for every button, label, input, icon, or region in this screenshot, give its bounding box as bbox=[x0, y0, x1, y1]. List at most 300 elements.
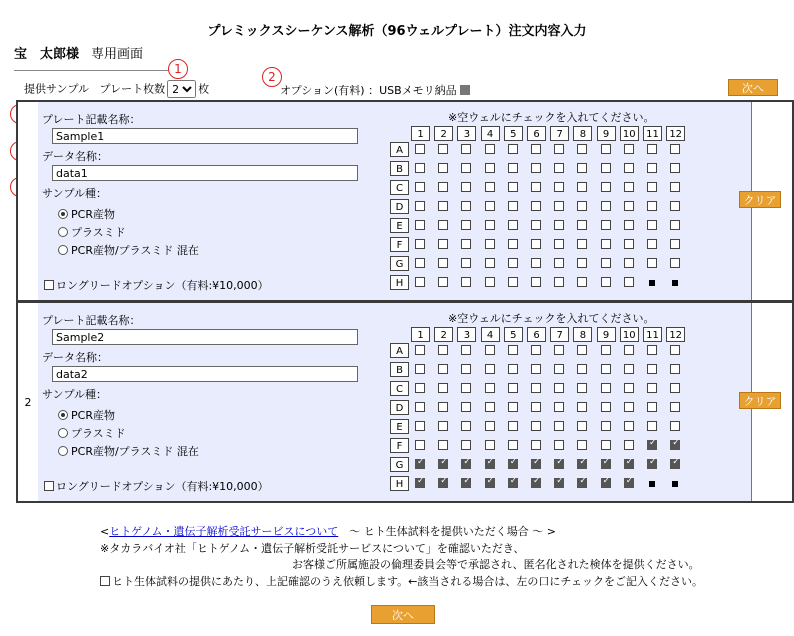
well-checkbox[interactable] bbox=[670, 421, 680, 431]
well-checkbox[interactable] bbox=[601, 459, 611, 469]
row-button[interactable]: E bbox=[390, 218, 409, 233]
well-checkbox[interactable] bbox=[554, 402, 564, 412]
well-checkbox[interactable] bbox=[554, 478, 564, 488]
well-checkbox[interactable] bbox=[624, 364, 634, 374]
radio-plasmid[interactable] bbox=[58, 425, 126, 441]
well-checkbox[interactable] bbox=[554, 163, 564, 173]
usb-option-checkbox[interactable] bbox=[460, 85, 470, 95]
well-checkbox[interactable] bbox=[531, 345, 541, 355]
well-checkbox[interactable] bbox=[461, 459, 471, 469]
well-checkbox[interactable] bbox=[624, 459, 634, 469]
well-checkbox[interactable] bbox=[577, 364, 587, 374]
plate-panel bbox=[38, 303, 752, 501]
well-checkbox[interactable] bbox=[438, 201, 448, 211]
column-button[interactable]: 2 bbox=[434, 126, 453, 141]
radio-dot bbox=[58, 428, 68, 438]
radio-pcr-label: PCR産物 bbox=[71, 409, 115, 422]
column-button[interactable]: 12 bbox=[666, 327, 685, 342]
human-genome-service-link[interactable]: ヒトゲノム・遺伝子解析受託サービスについて bbox=[109, 525, 339, 538]
well-checkbox[interactable] bbox=[461, 201, 471, 211]
well-checkbox[interactable] bbox=[670, 201, 680, 211]
well-checkbox[interactable] bbox=[485, 459, 495, 469]
column-button[interactable]: 4 bbox=[481, 327, 500, 342]
plate-count-label: プレート枚数 bbox=[99, 82, 166, 96]
well-checkbox[interactable] bbox=[438, 144, 448, 154]
well-checkbox[interactable] bbox=[485, 163, 495, 173]
well-checkbox[interactable] bbox=[531, 144, 541, 154]
well-checkbox[interactable] bbox=[647, 345, 657, 355]
data-name-input[interactable] bbox=[52, 165, 358, 181]
column-button[interactable]: 11 bbox=[643, 126, 662, 141]
column-button[interactable]: 12 bbox=[666, 126, 685, 141]
longread-option[interactable] bbox=[44, 277, 269, 293]
well-checkbox[interactable] bbox=[670, 220, 680, 230]
row-button[interactable]: H bbox=[390, 275, 409, 290]
column-button[interactable]: 11 bbox=[643, 327, 662, 342]
radio-dot bbox=[58, 446, 68, 456]
well-checkbox[interactable] bbox=[485, 144, 495, 154]
well-checkbox[interactable] bbox=[670, 364, 680, 374]
well-checkbox[interactable] bbox=[508, 220, 518, 230]
well-checkbox[interactable] bbox=[647, 383, 657, 393]
well-checkbox[interactable] bbox=[601, 163, 611, 173]
well-checkbox[interactable] bbox=[624, 144, 634, 154]
well-checkbox[interactable] bbox=[485, 182, 495, 192]
longread-checkbox[interactable] bbox=[44, 280, 54, 290]
well-checkbox[interactable] bbox=[485, 345, 495, 355]
well-checkbox[interactable] bbox=[438, 163, 448, 173]
well-checkbox[interactable] bbox=[624, 258, 634, 268]
page-title: プレミックスシーケンス解析（96ウェルプレート）注文内容入力 bbox=[207, 24, 587, 39]
well-checkbox[interactable] bbox=[647, 421, 657, 431]
well-checkbox[interactable] bbox=[577, 239, 587, 249]
radio-plasmid-label: プラスミド bbox=[71, 427, 126, 440]
well-checkbox[interactable] bbox=[438, 402, 448, 412]
data-name-label: データ名称： bbox=[42, 351, 108, 364]
well-checkbox[interactable] bbox=[624, 345, 634, 355]
well-checkbox[interactable] bbox=[508, 364, 518, 374]
well-checkbox[interactable] bbox=[415, 182, 425, 192]
longread-checkbox[interactable] bbox=[44, 481, 54, 491]
column-button[interactable]: 9 bbox=[597, 327, 616, 342]
well-checkbox[interactable] bbox=[554, 277, 564, 287]
row-button[interactable]: F bbox=[390, 237, 409, 252]
column-button[interactable]: 8 bbox=[573, 327, 592, 342]
well-checkbox[interactable] bbox=[601, 220, 611, 230]
column-button[interactable]: 7 bbox=[550, 126, 569, 141]
option-label: オプション(有料) ：USBメモリ納品 bbox=[280, 84, 457, 97]
well-filled bbox=[672, 280, 678, 286]
user-area: 専用画面 bbox=[91, 47, 144, 62]
well-checkbox[interactable] bbox=[554, 182, 564, 192]
row-button[interactable]: D bbox=[390, 400, 409, 415]
well-checkbox[interactable] bbox=[461, 402, 471, 412]
link-after: ～ ヒト生体試料を提供いただく場合 ～ > bbox=[338, 525, 556, 538]
well-checkbox[interactable] bbox=[508, 201, 518, 211]
well-checkbox[interactable] bbox=[577, 383, 587, 393]
well-checkbox[interactable] bbox=[461, 258, 471, 268]
well-checkbox[interactable] bbox=[438, 239, 448, 249]
well-checkbox[interactable] bbox=[461, 421, 471, 431]
well-checkbox[interactable] bbox=[647, 144, 657, 154]
data-name-label: データ名称： bbox=[42, 150, 108, 163]
column-button[interactable]: 10 bbox=[620, 327, 639, 342]
well-checkbox[interactable] bbox=[531, 201, 541, 211]
well-checkbox[interactable] bbox=[601, 440, 611, 450]
row-button[interactable]: A bbox=[390, 142, 409, 157]
well-checkbox[interactable] bbox=[601, 364, 611, 374]
well-checkbox[interactable] bbox=[647, 440, 657, 450]
well-checkbox[interactable] bbox=[508, 383, 518, 393]
empty-well-hint: ※空ウェルにチェックを入れてください。 bbox=[448, 312, 655, 325]
well-checkbox[interactable] bbox=[647, 163, 657, 173]
column-button[interactable]: 8 bbox=[573, 126, 592, 141]
next-button-bottom[interactable]: 次へ bbox=[371, 605, 435, 624]
well-checkbox[interactable] bbox=[670, 144, 680, 154]
marker-2: 2 bbox=[262, 67, 282, 87]
well-checkbox[interactable] bbox=[438, 383, 448, 393]
well-checkbox[interactable] bbox=[415, 277, 425, 287]
longread-label: ロングリードオプション（有料:¥10,000） bbox=[56, 279, 269, 292]
well-checkbox[interactable] bbox=[624, 478, 634, 488]
empty-well-hint: ※空ウェルにチェックを入れてください。 bbox=[448, 111, 655, 124]
well-checkbox[interactable] bbox=[554, 459, 564, 469]
well-checkbox[interactable] bbox=[415, 345, 425, 355]
well-checkbox[interactable] bbox=[670, 163, 680, 173]
column-button[interactable]: 6 bbox=[527, 126, 546, 141]
well-checkbox[interactable] bbox=[624, 239, 634, 249]
well-checkbox[interactable] bbox=[461, 144, 471, 154]
well-checkbox[interactable] bbox=[554, 201, 564, 211]
well-checkbox[interactable] bbox=[624, 163, 634, 173]
plate-panel bbox=[38, 102, 752, 300]
well-checkbox[interactable] bbox=[438, 459, 448, 469]
well-checkbox[interactable] bbox=[554, 258, 564, 268]
well-checkbox[interactable] bbox=[624, 440, 634, 450]
well-checkbox[interactable] bbox=[485, 239, 495, 249]
radio-pcr-label: PCR産物 bbox=[71, 208, 115, 221]
clear-button[interactable]: クリア bbox=[739, 191, 781, 208]
radio-dot bbox=[58, 227, 68, 237]
well-checkbox[interactable] bbox=[508, 163, 518, 173]
radio-pcr[interactable] bbox=[58, 407, 115, 423]
note-line-1: ※タカラバイオ社「ヒトゲノム・遺伝子解析受託サービスについて」を確認いただき、 bbox=[100, 542, 525, 555]
well-checkbox[interactable] bbox=[577, 258, 587, 268]
well-checkbox[interactable] bbox=[601, 345, 611, 355]
radio-mixed-label: PCR産物/プラスミド 混在 bbox=[71, 445, 199, 458]
well-checkbox[interactable] bbox=[415, 239, 425, 249]
well-checkbox[interactable] bbox=[647, 239, 657, 249]
well-checkbox[interactable] bbox=[461, 345, 471, 355]
marker-1: 1 bbox=[168, 59, 188, 79]
well-checkbox[interactable] bbox=[577, 277, 587, 287]
row-button[interactable]: C bbox=[390, 381, 409, 396]
well-checkbox[interactable] bbox=[531, 478, 541, 488]
well-checkbox[interactable] bbox=[508, 440, 518, 450]
consent-checkbox[interactable] bbox=[100, 576, 110, 586]
row-button[interactable]: G bbox=[390, 457, 409, 472]
well-checkbox[interactable] bbox=[647, 402, 657, 412]
data-name-input[interactable] bbox=[52, 366, 358, 382]
row-button[interactable]: D bbox=[390, 199, 409, 214]
well-checkbox[interactable] bbox=[577, 440, 587, 450]
well-checkbox[interactable] bbox=[531, 402, 541, 412]
well-checkbox[interactable] bbox=[531, 364, 541, 374]
next-button-top[interactable]: 次へ bbox=[728, 79, 778, 96]
well-checkbox[interactable] bbox=[647, 364, 657, 374]
well-checkbox[interactable] bbox=[415, 163, 425, 173]
well-checkbox[interactable] bbox=[415, 478, 425, 488]
well-checkbox[interactable] bbox=[438, 345, 448, 355]
plate-block bbox=[16, 301, 794, 503]
well-checkbox[interactable] bbox=[438, 182, 448, 192]
well-checkbox[interactable] bbox=[485, 440, 495, 450]
well-checkbox[interactable] bbox=[531, 182, 541, 192]
well-checkbox[interactable] bbox=[624, 402, 634, 412]
radio-plasmid[interactable] bbox=[58, 224, 126, 240]
column-button[interactable]: 5 bbox=[504, 126, 523, 141]
well-checkbox[interactable] bbox=[485, 277, 495, 287]
row-button[interactable]: H bbox=[390, 476, 409, 491]
well-checkbox[interactable] bbox=[670, 239, 680, 249]
well-checkbox[interactable] bbox=[415, 383, 425, 393]
row-button[interactable]: A bbox=[390, 343, 409, 358]
well-checkbox[interactable] bbox=[624, 182, 634, 192]
well-checkbox[interactable] bbox=[624, 277, 634, 287]
well-checkbox[interactable] bbox=[624, 220, 634, 230]
well-checkbox[interactable] bbox=[508, 459, 518, 469]
radio-dot bbox=[58, 245, 68, 255]
well-checkbox[interactable] bbox=[485, 258, 495, 268]
consent-text: ヒト生体試料の提供にあたり、上記確認のうえ依頼します。←該当される場合は、左の口にチェックをご記入ください。 bbox=[112, 575, 704, 588]
well-checkbox[interactable] bbox=[554, 144, 564, 154]
well-checkbox[interactable] bbox=[415, 220, 425, 230]
well-checkbox[interactable] bbox=[531, 258, 541, 268]
column-button[interactable]: 1 bbox=[411, 327, 430, 342]
link-open: < bbox=[100, 525, 110, 538]
well-checkbox[interactable] bbox=[485, 364, 495, 374]
consent-row bbox=[100, 573, 703, 589]
plate-name-input[interactable] bbox=[52, 329, 358, 345]
well-checkbox[interactable] bbox=[670, 258, 680, 268]
radio-mixed-label: PCR産物/プラスミド 混在 bbox=[71, 244, 199, 257]
well-filled bbox=[649, 481, 655, 487]
well-checkbox[interactable] bbox=[531, 239, 541, 249]
radio-mixed[interactable] bbox=[58, 443, 199, 459]
well-checkbox[interactable] bbox=[485, 383, 495, 393]
well-checkbox[interactable] bbox=[601, 277, 611, 287]
well-checkbox[interactable] bbox=[461, 182, 471, 192]
column-button[interactable]: 1 bbox=[411, 126, 430, 141]
well-checkbox[interactable] bbox=[670, 402, 680, 412]
well-checkbox[interactable] bbox=[508, 182, 518, 192]
well-checkbox[interactable] bbox=[415, 144, 425, 154]
well-checkbox[interactable] bbox=[670, 383, 680, 393]
well-checkbox[interactable] bbox=[508, 258, 518, 268]
well-checkbox[interactable] bbox=[670, 459, 680, 469]
well-checkbox[interactable] bbox=[554, 440, 564, 450]
well-checkbox[interactable] bbox=[577, 421, 587, 431]
well-checkbox[interactable] bbox=[438, 364, 448, 374]
column-button[interactable]: 6 bbox=[527, 327, 546, 342]
row-button[interactable]: F bbox=[390, 438, 409, 453]
well-checkbox[interactable] bbox=[438, 220, 448, 230]
well-checkbox[interactable] bbox=[531, 459, 541, 469]
well-checkbox[interactable] bbox=[461, 220, 471, 230]
longread-label: ロングリードオプション（有料:¥10,000） bbox=[56, 480, 269, 493]
well-checkbox[interactable] bbox=[601, 383, 611, 393]
clear-button[interactable]: クリア bbox=[739, 392, 781, 409]
well-checkbox[interactable] bbox=[438, 258, 448, 268]
column-button[interactable]: 3 bbox=[457, 126, 476, 141]
well-checkbox[interactable] bbox=[601, 144, 611, 154]
well-checkbox[interactable] bbox=[461, 163, 471, 173]
well-checkbox[interactable] bbox=[554, 345, 564, 355]
well-checkbox[interactable] bbox=[601, 239, 611, 249]
well-checkbox[interactable] bbox=[508, 345, 518, 355]
well-checkbox[interactable] bbox=[461, 364, 471, 374]
well-checkbox[interactable] bbox=[601, 478, 611, 488]
row-button[interactable]: E bbox=[390, 419, 409, 434]
well-checkbox[interactable] bbox=[577, 163, 587, 173]
well-checkbox[interactable] bbox=[624, 383, 634, 393]
plate-name-label: プレート記載名称： bbox=[42, 113, 141, 126]
radio-mixed[interactable] bbox=[58, 242, 199, 258]
user-header bbox=[14, 43, 143, 62]
well-checkbox[interactable] bbox=[508, 239, 518, 249]
well-checkbox[interactable] bbox=[415, 364, 425, 374]
well-checkbox[interactable] bbox=[624, 201, 634, 211]
well-checkbox[interactable] bbox=[554, 220, 564, 230]
well-checkbox[interactable] bbox=[415, 459, 425, 469]
well-checkbox[interactable] bbox=[577, 345, 587, 355]
well-checkbox[interactable] bbox=[438, 421, 448, 431]
well-checkbox[interactable] bbox=[531, 220, 541, 230]
well-checkbox[interactable] bbox=[670, 345, 680, 355]
column-button[interactable]: 5 bbox=[504, 327, 523, 342]
well-checkbox[interactable] bbox=[554, 364, 564, 374]
well-checkbox[interactable] bbox=[647, 182, 657, 192]
provided-sample-label: 提供サンプル bbox=[24, 82, 90, 96]
well-checkbox[interactable] bbox=[415, 402, 425, 412]
well-checkbox[interactable] bbox=[485, 201, 495, 211]
well-checkbox[interactable] bbox=[531, 383, 541, 393]
well-checkbox[interactable] bbox=[508, 478, 518, 488]
radio-dot bbox=[58, 209, 68, 219]
well-checkbox[interactable] bbox=[577, 201, 587, 211]
well-checkbox[interactable] bbox=[647, 459, 657, 469]
row-button[interactable]: C bbox=[390, 180, 409, 195]
well-checkbox[interactable] bbox=[577, 478, 587, 488]
well-checkbox[interactable] bbox=[508, 144, 518, 154]
well-checkbox[interactable] bbox=[624, 421, 634, 431]
radio-pcr[interactable] bbox=[58, 206, 115, 222]
column-button[interactable]: 7 bbox=[550, 327, 569, 342]
well-checkbox[interactable] bbox=[601, 421, 611, 431]
option-row bbox=[280, 82, 472, 98]
plate-number: 2 bbox=[24, 396, 32, 409]
well-checkbox[interactable] bbox=[601, 402, 611, 412]
well-checkbox[interactable] bbox=[554, 383, 564, 393]
column-button[interactable]: 2 bbox=[434, 327, 453, 342]
well-checkbox[interactable] bbox=[577, 220, 587, 230]
divider bbox=[14, 70, 176, 71]
column-button[interactable]: 3 bbox=[457, 327, 476, 342]
well-checkbox[interactable] bbox=[577, 402, 587, 412]
well-checkbox[interactable] bbox=[647, 220, 657, 230]
well-checkbox[interactable] bbox=[461, 478, 471, 488]
well-checkbox[interactable] bbox=[554, 239, 564, 249]
well-checkbox[interactable] bbox=[647, 201, 657, 211]
well-checkbox[interactable] bbox=[531, 163, 541, 173]
well-checkbox[interactable] bbox=[461, 440, 471, 450]
well-checkbox[interactable] bbox=[415, 258, 425, 268]
well-checkbox[interactable] bbox=[647, 258, 657, 268]
well-checkbox[interactable] bbox=[485, 478, 495, 488]
sample-type-label: サンプル種： bbox=[42, 388, 108, 401]
plate-block bbox=[16, 100, 794, 302]
well-checkbox[interactable] bbox=[415, 440, 425, 450]
row-button[interactable]: B bbox=[390, 161, 409, 176]
well-checkbox[interactable] bbox=[461, 239, 471, 249]
well-filled bbox=[649, 280, 655, 286]
well-checkbox[interactable] bbox=[508, 421, 518, 431]
well-checkbox[interactable] bbox=[461, 277, 471, 287]
well-checkbox[interactable] bbox=[438, 440, 448, 450]
well-checkbox[interactable] bbox=[601, 182, 611, 192]
well-checkbox[interactable] bbox=[508, 277, 518, 287]
well-checkbox[interactable] bbox=[670, 182, 680, 192]
well-checkbox[interactable] bbox=[577, 459, 587, 469]
plate-count-select[interactable] bbox=[167, 80, 196, 98]
well-checkbox[interactable] bbox=[415, 201, 425, 211]
well-checkbox[interactable] bbox=[531, 421, 541, 431]
longread-option[interactable] bbox=[44, 478, 269, 494]
well-checkbox[interactable] bbox=[531, 277, 541, 287]
well-checkbox[interactable] bbox=[485, 421, 495, 431]
column-button[interactable]: 10 bbox=[620, 126, 639, 141]
well-checkbox[interactable] bbox=[601, 201, 611, 211]
note-line-2: お客様ご所属施設の倫理委員会等で承認され、匿名化された検体を提供ください。 bbox=[292, 558, 700, 571]
row-button[interactable]: G bbox=[390, 256, 409, 271]
human-sample-link-row bbox=[100, 523, 556, 539]
well-checkbox[interactable] bbox=[554, 421, 564, 431]
well-checkbox[interactable] bbox=[415, 421, 425, 431]
well-checkbox[interactable] bbox=[577, 182, 587, 192]
row-button[interactable]: B bbox=[390, 362, 409, 377]
radio-plasmid-label: プラスミド bbox=[71, 226, 126, 239]
well-checkbox[interactable] bbox=[508, 402, 518, 412]
well-checkbox[interactable] bbox=[461, 383, 471, 393]
sample-type-label: サンプル種： bbox=[42, 187, 108, 200]
column-button[interactable]: 4 bbox=[481, 126, 500, 141]
user-name: 宝 太郎様 bbox=[14, 47, 80, 62]
column-button[interactable]: 9 bbox=[597, 126, 616, 141]
well-filled bbox=[672, 481, 678, 487]
plate-name-label: プレート記載名称： bbox=[42, 314, 141, 327]
well-checkbox[interactable] bbox=[531, 440, 541, 450]
plate-name-input[interactable] bbox=[52, 128, 358, 144]
well-checkbox[interactable] bbox=[601, 258, 611, 268]
well-checkbox[interactable] bbox=[577, 144, 587, 154]
plate-count-unit: 枚 bbox=[198, 82, 210, 96]
plate-count-row bbox=[24, 80, 209, 98]
well-checkbox[interactable] bbox=[438, 478, 448, 488]
well-checkbox[interactable] bbox=[670, 440, 680, 450]
well-checkbox[interactable] bbox=[485, 402, 495, 412]
well-checkbox[interactable] bbox=[438, 277, 448, 287]
well-checkbox[interactable] bbox=[485, 220, 495, 230]
